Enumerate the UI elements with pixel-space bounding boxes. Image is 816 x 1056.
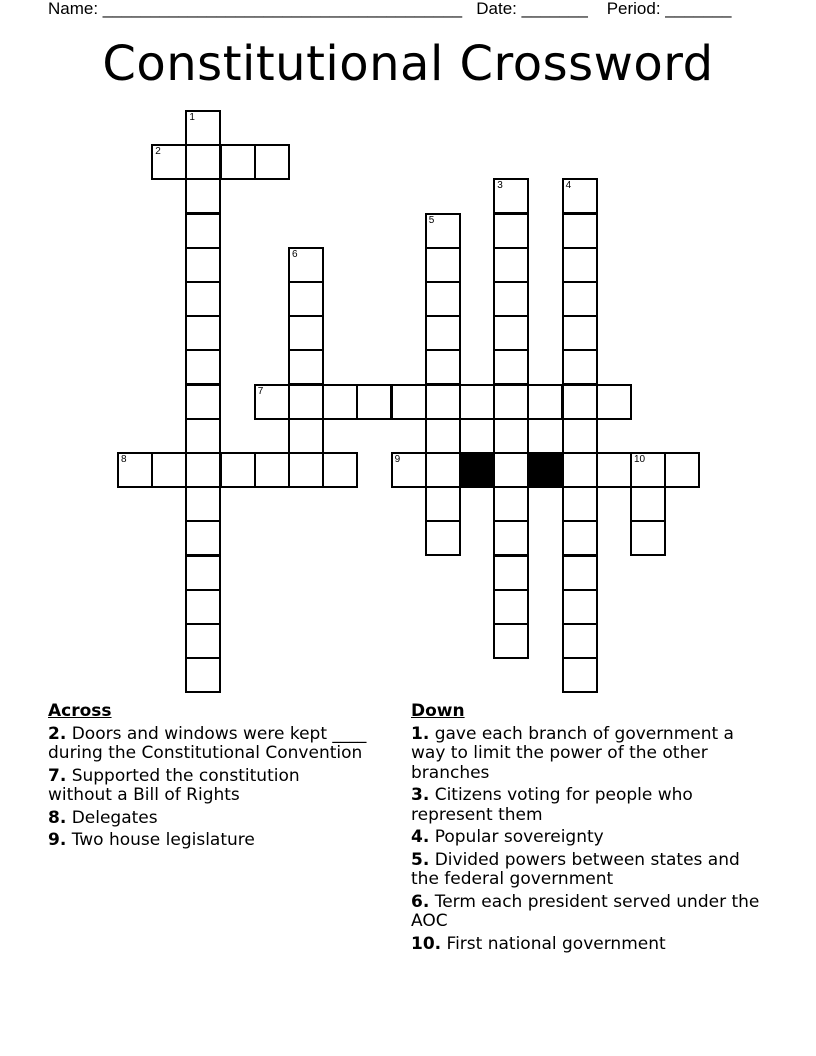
- cell-number: 1: [189, 112, 195, 123]
- grid-cell[interactable]: [151, 144, 187, 180]
- grid-cell[interactable]: [562, 247, 598, 283]
- clue-number: 1.: [411, 723, 430, 744]
- clue-number: 3.: [411, 785, 430, 805]
- grid-cell[interactable]: [185, 623, 221, 659]
- grid-cell[interactable]: [185, 384, 221, 420]
- grid-cell[interactable]: [562, 384, 598, 420]
- grid-cell[interactable]: [185, 213, 221, 249]
- grid-cell[interactable]: [630, 452, 666, 488]
- grid-cell[interactable]: [562, 520, 598, 556]
- cell-number: 6: [292, 248, 298, 260]
- down-clues: [411, 702, 761, 957]
- grid-cell[interactable]: [322, 384, 358, 420]
- grid-cell[interactable]: [425, 520, 461, 556]
- clue-number: 6.: [411, 891, 430, 912]
- grid-cell[interactable]: [185, 315, 221, 351]
- clue-across-7: [48, 767, 368, 806]
- clue-number: 10.: [411, 933, 442, 954]
- grid-cell[interactable]: [630, 486, 666, 522]
- grid-cell[interactable]: [493, 281, 529, 317]
- across-heading: Across: [48, 701, 112, 721]
- grid-cell[interactable]: [562, 623, 598, 659]
- grid-cell[interactable]: [493, 520, 529, 556]
- grid-cell[interactable]: [425, 281, 461, 317]
- clue-text: Citizens voting for people who represent them: [411, 785, 693, 825]
- clue-text: Term each president served under the AOC: [411, 891, 760, 931]
- grid-cell[interactable]: [391, 452, 427, 488]
- clue-down-5: [411, 851, 761, 890]
- grid-cell[interactable]: [459, 384, 495, 420]
- grid-cell[interactable]: [288, 247, 324, 283]
- grid-cell[interactable]: [562, 178, 598, 214]
- grid-cell[interactable]: [185, 589, 221, 625]
- page-title: Constitutional Crossword: [102, 36, 714, 92]
- grid-cell[interactable]: [562, 486, 598, 522]
- grid-cell[interactable]: [425, 349, 461, 385]
- grid-cell[interactable]: [493, 178, 529, 214]
- cell-number: 4: [565, 180, 572, 192]
- grid-cell[interactable]: [493, 452, 529, 488]
- cell-number: 2: [155, 146, 161, 158]
- grid-cell[interactable]: [185, 349, 221, 385]
- cell-number: 3: [497, 180, 503, 192]
- grid-cell[interactable]: [562, 315, 598, 351]
- grid-cell[interactable]: [425, 213, 461, 249]
- grid-cell[interactable]: [493, 315, 529, 351]
- grid-cell[interactable]: [151, 452, 187, 488]
- clue-down-6: [411, 893, 761, 932]
- clue-number: 5.: [411, 849, 430, 870]
- grid-cell[interactable]: [493, 623, 529, 659]
- grid-cell[interactable]: [562, 349, 598, 385]
- grid-cell[interactable]: [493, 589, 529, 625]
- grid-cell[interactable]: [185, 110, 221, 146]
- grid-cell[interactable]: [185, 520, 221, 556]
- grid-cell[interactable]: [220, 452, 256, 488]
- grid-cell[interactable]: [288, 281, 324, 317]
- grid-cell[interactable]: [562, 213, 598, 249]
- period-field[interactable]: Period: _______: [606, 0, 732, 18]
- grid-cell[interactable]: [562, 657, 598, 693]
- grid-cell[interactable]: [493, 486, 529, 522]
- clue-across-8: [48, 809, 368, 829]
- grid-cell[interactable]: [425, 384, 461, 420]
- grid-cell[interactable]: [185, 486, 221, 522]
- clue-text: First national government: [446, 933, 666, 954]
- grid-cell[interactable]: [596, 384, 632, 420]
- grid-cell[interactable]: [185, 178, 221, 214]
- grid-cell[interactable]: [493, 384, 529, 420]
- clue-number: 2.: [48, 723, 67, 744]
- cell-number: 8: [121, 454, 127, 465]
- name-field[interactable]: Name: ______________________________________: [48, 0, 463, 18]
- grid-cell[interactable]: [493, 213, 529, 249]
- grid-cell[interactable]: [117, 452, 153, 488]
- grid-cell[interactable]: [425, 247, 461, 283]
- across-clues: [48, 702, 368, 854]
- grid-cell[interactable]: [185, 281, 221, 317]
- cell-number: 10: [634, 454, 646, 465]
- grid-cell[interactable]: [185, 657, 221, 693]
- grid-cell[interactable]: [562, 555, 598, 591]
- clue-number: 4.: [411, 827, 430, 847]
- date-field[interactable]: Date: _______: [476, 0, 588, 18]
- grid-cell[interactable]: [425, 452, 461, 488]
- clue-number: 9.: [48, 830, 67, 850]
- cell-number: 9: [394, 454, 401, 465]
- grid-cell[interactable]: [185, 418, 221, 454]
- grid-cell[interactable]: [288, 384, 324, 420]
- grid-cell[interactable]: [185, 144, 221, 180]
- clue-across-2: [48, 725, 368, 764]
- clue-text: Doors and windows were kept ____ during the Constitutional Convention: [48, 723, 367, 763]
- clue-down-3: [411, 786, 761, 825]
- grid-cell[interactable]: [185, 555, 221, 591]
- grid-cell[interactable]: [425, 315, 461, 351]
- grid-cell[interactable]: [562, 281, 598, 317]
- clue-across-9: [48, 831, 368, 851]
- grid-cell[interactable]: [254, 144, 290, 180]
- grid-cell[interactable]: [220, 144, 256, 180]
- clue-number: 7.: [48, 765, 67, 786]
- grid-cell[interactable]: [630, 520, 666, 556]
- clue-text: Delegates: [71, 807, 158, 828]
- grid-cell[interactable]: [425, 418, 461, 454]
- grid-cell[interactable]: [254, 384, 290, 420]
- grid-cell[interactable]: [425, 486, 461, 522]
- clue-down-4: [411, 828, 761, 848]
- clue-text: Divided powers between states and the federal government: [411, 849, 740, 889]
- grid-cell[interactable]: [356, 384, 392, 420]
- grid-cell[interactable]: [322, 452, 358, 488]
- down-heading: Down: [411, 701, 465, 721]
- grid-cell[interactable]: [493, 555, 529, 591]
- clue-text: Popular sovereignty: [434, 827, 604, 847]
- grid-cell[interactable]: [664, 452, 700, 488]
- grid-cell[interactable]: [562, 589, 598, 625]
- clue-text: Two house legislature: [71, 830, 255, 850]
- clue-down-1: [411, 725, 761, 784]
- blocked-cell: [527, 452, 563, 488]
- grid-cell[interactable]: [493, 418, 529, 454]
- clue-number: 8.: [48, 807, 67, 828]
- grid-cell[interactable]: [185, 247, 221, 283]
- blocked-cell: [459, 452, 495, 488]
- clue-text: gave each branch of government a way to limit the power of the other branches: [411, 723, 734, 783]
- grid-cell[interactable]: [527, 384, 563, 420]
- cell-number: 7: [257, 385, 264, 397]
- grid-cell[interactable]: [288, 452, 324, 488]
- clue-down-10: [411, 935, 761, 955]
- grid-cell[interactable]: [562, 452, 598, 488]
- grid-cell[interactable]: [288, 418, 324, 454]
- grid-cell[interactable]: [254, 452, 290, 488]
- cell-number: 5: [428, 214, 435, 226]
- grid-cell[interactable]: [391, 384, 427, 420]
- grid-cell[interactable]: [493, 349, 529, 385]
- grid-cell[interactable]: [288, 315, 324, 351]
- clue-text: Supported the constitution without a Bill of Rights: [48, 765, 300, 805]
- grid-cell[interactable]: [562, 418, 598, 454]
- grid-cell[interactable]: [493, 247, 529, 283]
- grid-cell[interactable]: [288, 349, 324, 385]
- grid-cell[interactable]: [596, 452, 632, 488]
- grid-cell[interactable]: [185, 452, 221, 488]
